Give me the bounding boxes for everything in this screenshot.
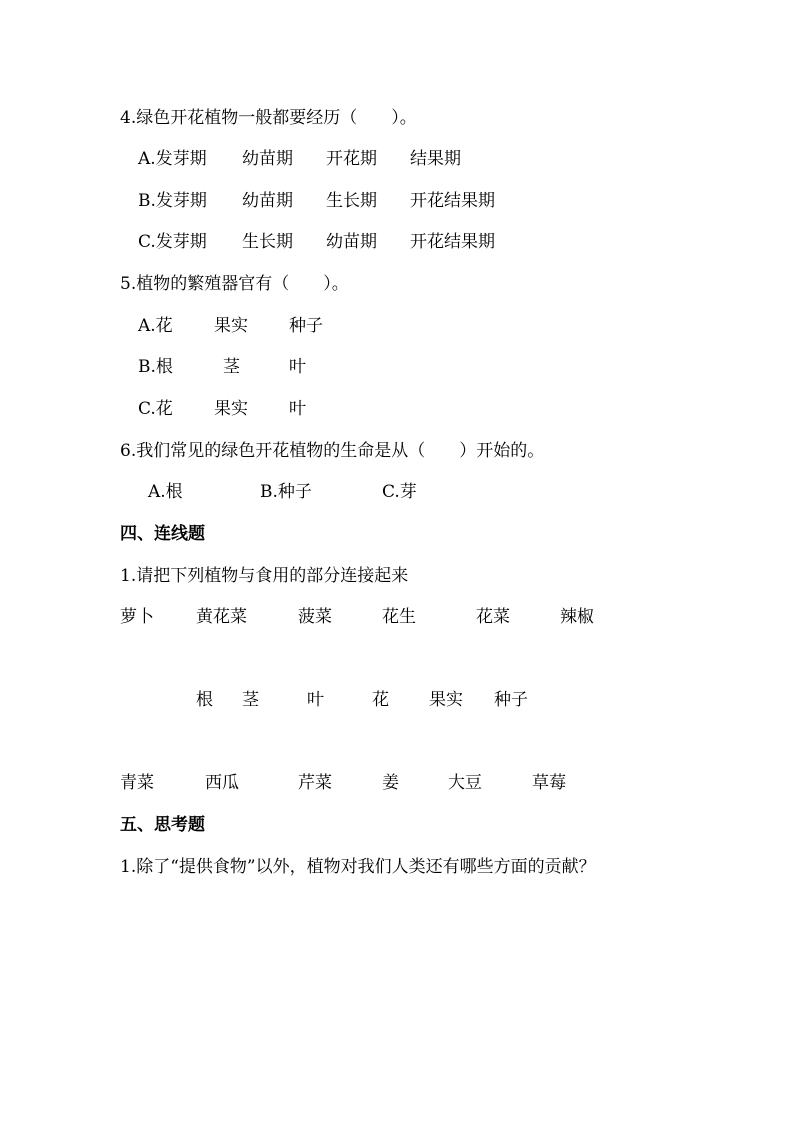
q5-option-b-item: 茎: [223, 357, 240, 377]
q4-option-c-item: 幼苗期: [326, 232, 377, 252]
plant-item: 芹菜: [298, 773, 332, 793]
q5-option-b-item: 叶: [289, 357, 306, 377]
plant-part: 花: [372, 690, 389, 710]
q5-option-a-item: 果实: [214, 316, 248, 336]
q5-stem: 5.植物的繁殖器官有（ ）。: [120, 274, 349, 294]
q5-option-c-item: 叶: [289, 399, 306, 419]
plant-part: 种子: [494, 690, 528, 710]
plant-part: 茎: [242, 690, 259, 710]
plant-item: 大豆: [448, 773, 482, 793]
q4-option-b-item: 开花结果期: [410, 191, 495, 211]
plant-item: 花菜: [476, 607, 510, 627]
q6-option-c: C.芽: [382, 482, 417, 502]
q4-option-c-label: C.发芽期: [138, 232, 207, 252]
q4-option-c-item: 开花结果期: [410, 232, 495, 252]
q6-option-b: B.种子: [260, 482, 312, 502]
q5-option-b-label: B.根: [138, 357, 173, 377]
q5-option-c-label: C.花: [138, 399, 173, 419]
plant-item: 草莓: [532, 773, 566, 793]
plant-item: 菠菜: [298, 607, 332, 627]
q4-option-b-item: 幼苗期: [242, 191, 293, 211]
q4-option-a-item: 结果期: [410, 149, 461, 169]
section5-q1: 1.除了“提供食物”以外，植物对我们人类还有哪些方面的贡献？: [120, 857, 596, 877]
plant-part: 叶: [307, 690, 324, 710]
plant-item: 花生: [382, 607, 416, 627]
q4-option-b-item: 生长期: [326, 191, 377, 211]
q4-option-a-label: A.发芽期: [138, 149, 207, 169]
plant-item: 青菜: [120, 773, 154, 793]
plant-item: 黄花菜: [196, 607, 247, 627]
q4-option-b-label: B.发芽期: [138, 191, 207, 211]
plant-part: 果实: [429, 690, 463, 710]
plant-part: 根: [196, 690, 213, 710]
section5-title: 五、思考题: [120, 815, 205, 835]
q5-option-a-label: A.花: [138, 316, 173, 336]
plant-item: 萝卜: [120, 607, 154, 627]
q4-option-a-item: 开花期: [326, 149, 377, 169]
q4-stem: 4.绿色开花植物一般都要经历（ ）。: [120, 108, 417, 128]
section4-title: 四、连线题: [120, 524, 205, 544]
q4-option-c-item: 生长期: [242, 232, 293, 252]
plant-item: 姜: [382, 773, 399, 793]
q5-option-c-item: 果实: [214, 399, 248, 419]
q6-stem: 6.我们常见的绿色开花植物的生命是从（ ）开始的。: [120, 441, 545, 461]
plant-item: 辣椒: [560, 607, 594, 627]
q4-option-a-item: 幼苗期: [242, 149, 293, 169]
plant-item: 西瓜: [205, 773, 239, 793]
section4-q1: 1.请把下列植物与食用的部分连接起来: [120, 566, 409, 586]
q6-option-a: A.根: [148, 482, 183, 502]
q5-option-a-item: 种子: [289, 316, 323, 336]
